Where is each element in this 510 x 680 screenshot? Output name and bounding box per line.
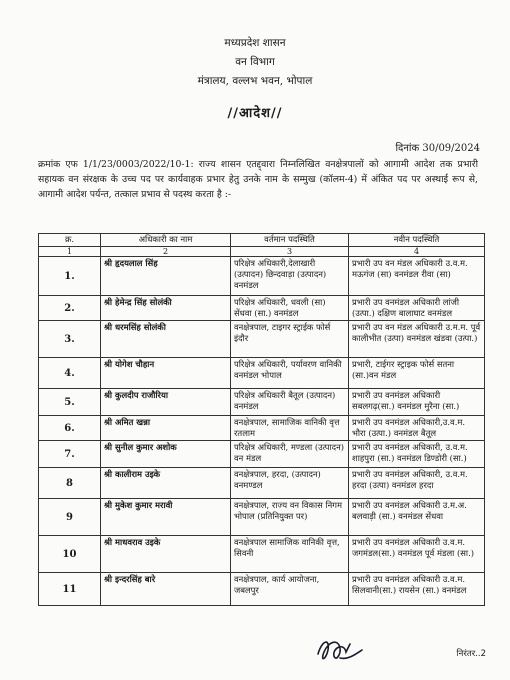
table-row xyxy=(39,358,485,389)
officer-name: श्री धरमसिंह सोलंकी xyxy=(101,321,231,358)
header-officer-name: अधिकारी का नाम xyxy=(101,234,231,247)
current-posting: परिक्षेत्र अधिकारी, मण्डला (उत्पादन) वन मंडल xyxy=(231,441,349,468)
serial-number: 8 xyxy=(39,468,101,499)
current-posting: वनक्षेत्रपाल, हरदा, (उत्पादन) वनमण्डल xyxy=(231,468,349,499)
table-row xyxy=(39,536,485,573)
new-posting: प्रभारी उप वन मंडल अधिकारी उ.व.म. मऊगंज (सा) वनमंडल रीवा (सा) xyxy=(349,257,485,296)
current-posting: परिक्षेत्र अधिकारी,देलाखारी (उत्पादन) छिन्दवाड़ा (उत्पादन) वनमंडल xyxy=(231,257,349,296)
order-paragraph: क्रमांक एफ 1/1/23/0003/2022/10-1: राज्य शासन एतद्द्वारा निम्नलिखित वनक्षेत्रपालों को आगामी आदेश तक प्रभारी सहायक वन संरक्षक के उच्च पद पर कार्यवाहक प्रभार हेतु उनके नाम के सम्मुख (कॉलम-4) में अंकित पद पर अस्थाई रूप से, आगामी आदेश पर्यन्त, तत्काल प्रभाव से पदस्थ करता है :- xyxy=(38,159,478,200)
table-row xyxy=(39,573,485,606)
serial-number: 6. xyxy=(39,416,101,441)
current-posting: वनक्षेत्रपाल सामाजिक वानिकी वृत्त, सिवनी xyxy=(231,536,349,573)
officer-name: श्री हेमेन्द्र सिंह सोलंकी xyxy=(101,296,231,321)
serial-number: 11 xyxy=(39,573,101,606)
order-date: दिनांक 30/09/2024 xyxy=(395,143,480,154)
officer-name: श्री इन्दरसिंह बारे xyxy=(101,573,231,606)
table-row xyxy=(39,441,485,468)
serial-number: 3. xyxy=(39,321,101,358)
order-title: //आदेश// xyxy=(227,106,283,121)
column-number: 1 xyxy=(39,247,101,257)
officer-name: श्री अमित खन्ना xyxy=(101,416,231,441)
header-serial: क्र. xyxy=(39,234,101,247)
new-posting: प्रभारी उप वनमंडल अधिकारी सबलगढ़(सा.) वनमंडल मुरैना (सा.) xyxy=(349,389,485,416)
new-posting: प्रभारी उप वनमंडल अधिकारी उ.व.म. जगमंडल(सा.) वनमंडल पूर्व मंडला (सा.) xyxy=(349,536,485,573)
table-row xyxy=(39,499,485,536)
new-posting: प्रभारी उप वनमंडल अधिकारी, उ.व.म. हरदा (उत्पा) वनमंडल हरदा xyxy=(349,468,485,499)
serial-number: 7. xyxy=(39,441,101,468)
new-posting: प्रभारी उप वनमंडल अधिकारी लांजी (उत्पा.) दक्षिण बालाघाट वनमंडल xyxy=(349,296,485,321)
serial-number: 10 xyxy=(39,536,101,573)
new-posting: प्रभारी उप वनमंडल अधिकारी उ.म.अ. बलवाड़ी (सा.) वनमंडल सेंधवा xyxy=(349,499,485,536)
table-row xyxy=(39,389,485,416)
header-department: वन विभाग xyxy=(235,56,275,68)
table-row xyxy=(39,296,485,321)
current-posting: वनक्षेत्रपाल, राज्य वन विकास निगम भोपाल (प्रतिनियुक्त पर) xyxy=(231,499,349,536)
page-continuation: निरंतर..2 xyxy=(456,649,486,659)
table-row xyxy=(39,416,485,441)
current-posting: परिक्षेत्र अधिकारी बैतूल (उत्पादन) वनमंडल xyxy=(231,389,349,416)
officer-name: श्री कालीराम उइके xyxy=(101,468,231,499)
officer-name: श्री योगेश चौहान xyxy=(101,358,231,389)
column-number: 3 xyxy=(231,247,349,257)
officer-name: श्री कुलदीप राजौरिया xyxy=(101,389,231,416)
current-posting: वनक्षेत्रपाल, कार्य आयोजना, जबलपुर xyxy=(231,573,349,606)
serial-number: 5. xyxy=(39,389,101,416)
column-number: 2 xyxy=(101,247,231,257)
current-posting: वनक्षेत्रपाल, टाइगर स्ट्राईक फोर्स इंदौर xyxy=(231,321,349,358)
header-address: मंत्रालय, वल्लभ भवन, भोपाल xyxy=(197,75,313,87)
posting-table xyxy=(38,233,485,606)
table-header-row xyxy=(39,234,485,247)
officer-name: श्री मुकेश कुमार मरावी xyxy=(101,499,231,536)
officer-name: श्री माधवराव उइके xyxy=(101,536,231,573)
new-posting: प्रभारी, टाईगर स्ट्राइक फोर्स सतना (सा.)वन मंडल xyxy=(349,358,485,389)
new-posting: प्रभारी उप वन मंडल अधिकारी उ.म.म. पूर्व कालीभीत (उत्पा) वनमंडल खंडवा (उत्पा.) xyxy=(349,321,485,358)
current-posting: परिक्षेत्र अधिकारी, पर्यावरण वानिकी वनमंडल भोपाल xyxy=(231,358,349,389)
table-row xyxy=(39,257,485,296)
header-new-posting: नवीन पदस्थिति xyxy=(349,234,485,247)
new-posting: प्रभारी उप वनमंडल अधिकारी उ.व.म. सिलवानी(सा.) रायसेन (सा.) वनमंडल xyxy=(349,573,485,606)
current-posting: परिक्षेत्र अधिकारी, धवली (सा) सेंधवा (सा.) वनमंडल xyxy=(231,296,349,321)
officer-name: श्री सुनील कुमार अशोक xyxy=(101,441,231,468)
officer-name: श्री हृदयलाल सिंह xyxy=(101,257,231,296)
new-posting: प्रभारी उप वनमंडल अधिकारी,उ.व.म. भौरा (उत्पा.) वनमंडल बैतूल xyxy=(349,416,485,441)
serial-number: 2. xyxy=(39,296,101,321)
current-posting: वनक्षेत्रपाल, सामाजिक वानिकी वृत्त रतलाम xyxy=(231,416,349,441)
new-posting: प्रभारी उप वनमंडल अधिकारी, उ.व.म. शाहपुरा (सा.) वनमंडल डिण्डोरी (सा.) xyxy=(349,441,485,468)
serial-number: 4. xyxy=(39,358,101,389)
column-number-row xyxy=(39,247,485,257)
table-row xyxy=(39,321,485,358)
signature-icon xyxy=(310,632,370,668)
table-row xyxy=(39,468,485,499)
header-current-posting: वर्तमान पदस्थिति xyxy=(231,234,349,247)
header-state: मध्यप्रदेश शासन xyxy=(224,37,286,49)
serial-number: 9 xyxy=(39,499,101,536)
column-number: 4 xyxy=(349,247,485,257)
serial-number: 1. xyxy=(39,257,101,296)
